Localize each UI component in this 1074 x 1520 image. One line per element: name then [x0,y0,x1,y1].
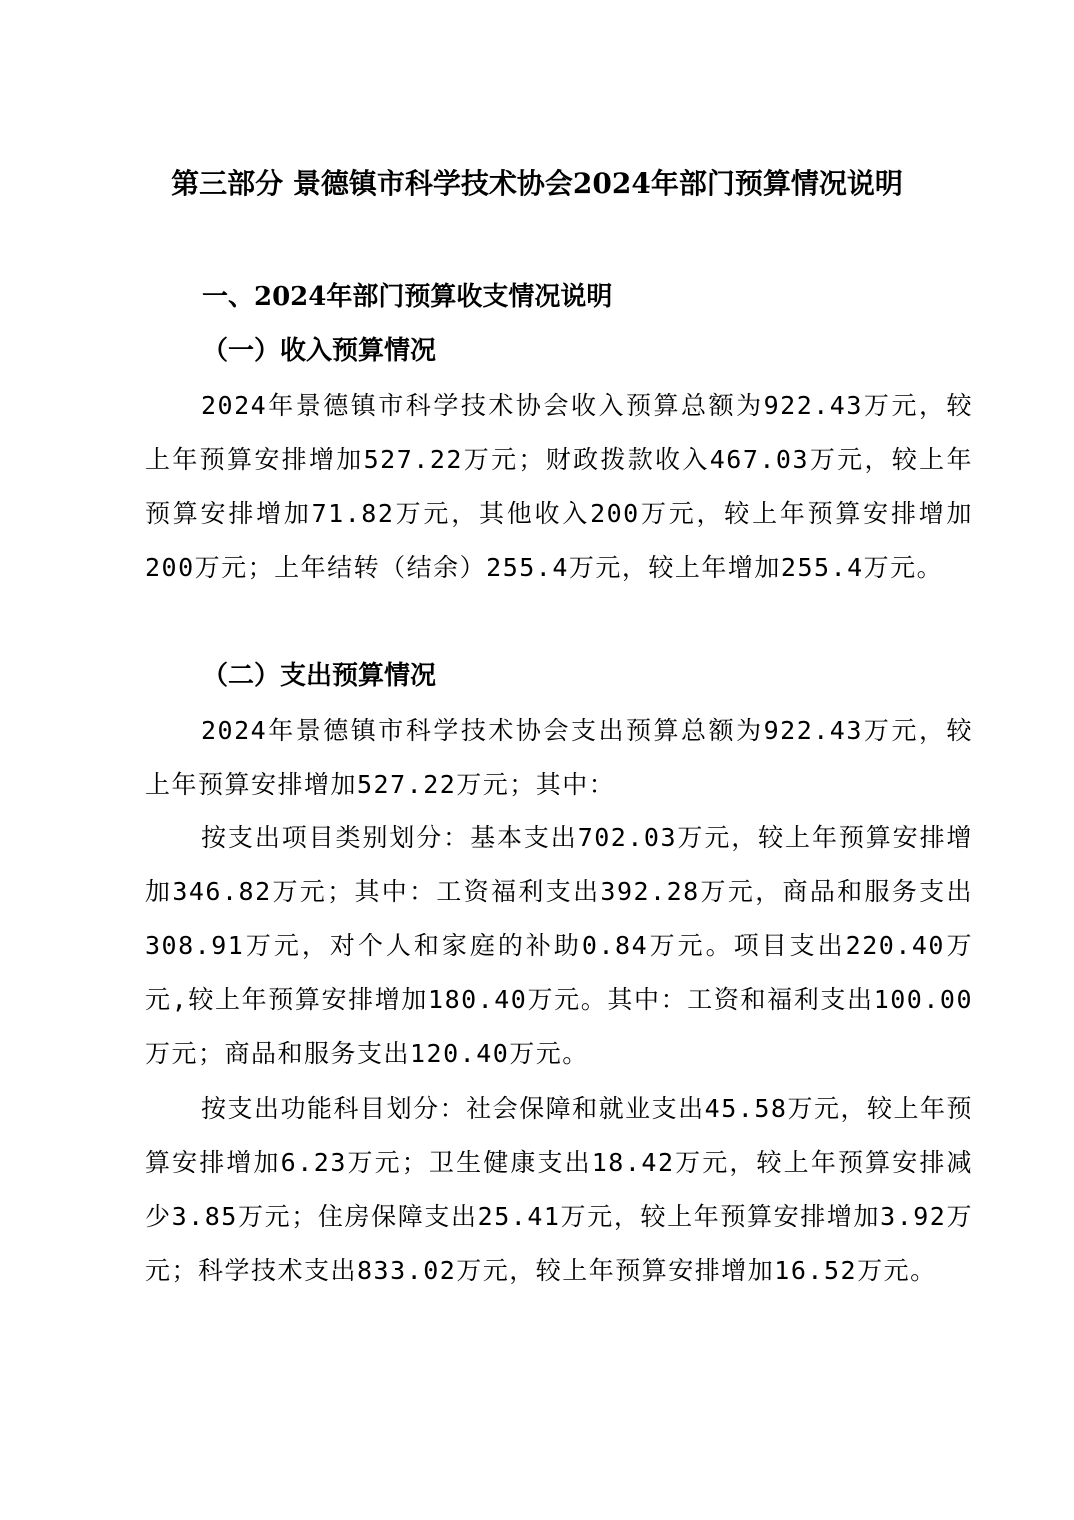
expenditure-total-paragraph: 2024年景德镇市科学技术协会支出预算总额为922.43万元，较上年预算安排增加527.22万元；其中： [145,716,973,799]
section-heading: 一、2024年部门预算收支情况说明 [202,282,613,312]
expenditure-by-type-paragraph: 按支出项目类别划分：基本支出702.03万元，较上年预算安排增加346.82万元；其中：工资福利支出392.28万元，商品和服务支出308.91万元，对个人和家庭的补助0.84万元。项目支出220.40万元,较上年预算安排增加180.40万元。其中：工资和福利支出100.00万元；商品和服务支出120.40万元。 [145,823,973,1068]
income-paragraph: 2024年景德镇市科学技术协会收入预算总额为922.43万元，较上年预算安排增加527.22万元；财政拨款收入467.03万元，较上年预算安排增加71.82万元，其他收入200万元，较上年预算安排增加200万元；上年结转（结余）255.4万元，较上年增加255.4万元。 [145,391,973,582]
subsection-heading-expenditure: （二）支出预算情况 [202,661,437,691]
document-title: 第三部分 景德镇市科学技术协会2024年部门预算情况说明 [171,167,903,200]
expenditure-by-function-paragraph: 按支出功能科目划分：社会保障和就业支出45.58万元，较上年预算安排增加6.23万元；卫生健康支出18.42万元，较上年预算安排减少3.85万元；住房保障支出25.41万元，较上年预算安排增加3.92万元；科学技术支出833.02万元，较上年预算安排增加16.52万元。 [145,1094,973,1285]
subsection-heading-income: （一）收入预算情况 [202,336,437,366]
